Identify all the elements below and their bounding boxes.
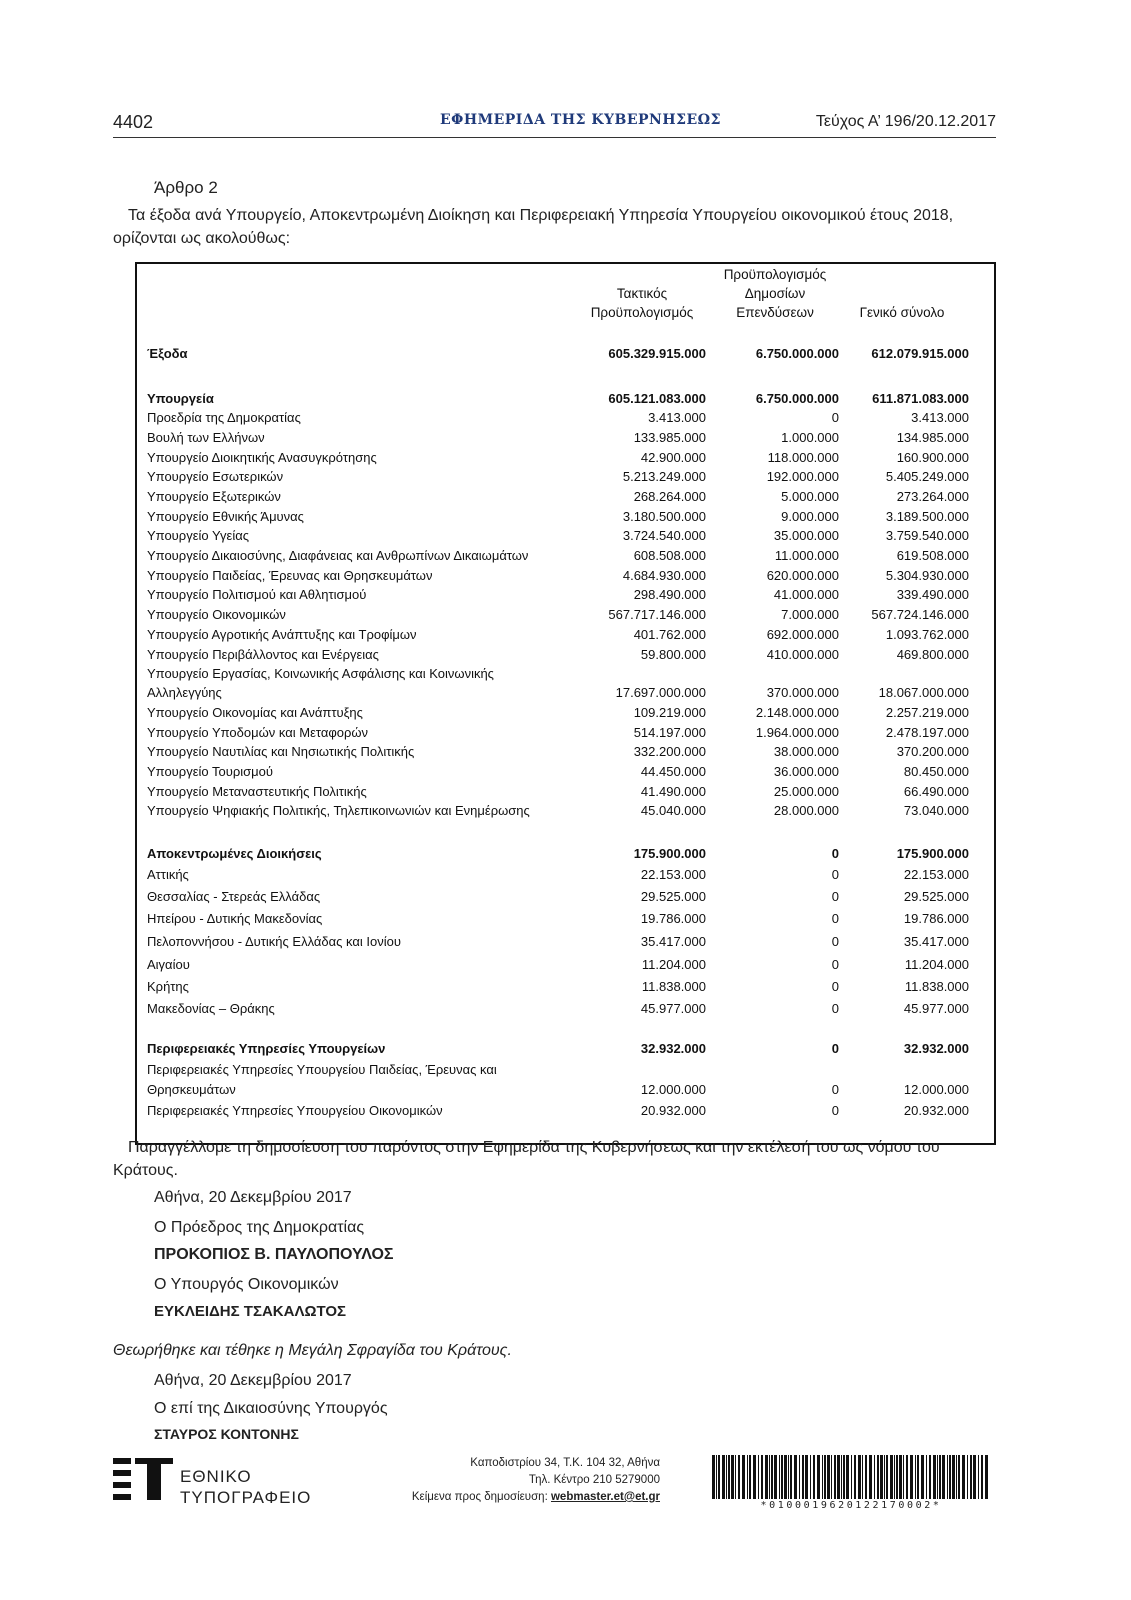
barcode-bar [894, 1455, 895, 1499]
row-investment-budget: 38.000.000 [773, 744, 839, 759]
row-total: 469.800.000 [896, 647, 969, 662]
row-label: Κρήτης [147, 979, 189, 994]
row-regular-budget: 175.900.000 [633, 846, 706, 861]
row-investment-budget: 620.000.000 [766, 568, 839, 583]
row-total: 32.932.000 [903, 1041, 969, 1056]
row-label: Προεδρία της Δημοκρατίας [147, 410, 301, 425]
row-regular-budget: 3.180.500.000 [622, 509, 706, 524]
row-regular-budget: 45.040.000 [640, 803, 706, 818]
row-total: 35.417.000 [903, 934, 969, 949]
row-total: 18.067.000.000 [878, 685, 969, 700]
row-label: Μακεδονίας – Θράκης [147, 1001, 275, 1016]
row-label: Θρησκευμάτων [147, 1082, 236, 1097]
barcode-bar [731, 1455, 734, 1499]
row-regular-budget: 11.838.000 [641, 979, 706, 994]
table-row [137, 489, 994, 508]
row-label: Αλληλεγγύης [147, 685, 222, 700]
barcode-bar [765, 1455, 768, 1499]
col-header-regular-line1: Τακτικός [616, 286, 668, 301]
barcode-bar [929, 1455, 931, 1499]
barcode-bar [788, 1455, 789, 1499]
row-label: Υπουργείο Πολιτισμού και Αθλητισμού [147, 587, 367, 602]
barcode-bar [799, 1455, 800, 1499]
barcode-bar [843, 1455, 845, 1499]
table-row [137, 846, 994, 865]
barcode-bar [794, 1455, 797, 1499]
row-regular-budget: 41.490.000 [640, 784, 706, 799]
barcode-bar [896, 1455, 898, 1499]
page-number: 4402 [113, 112, 154, 132]
row-total: 134.985.000 [896, 430, 969, 445]
barcode-bar [869, 1455, 872, 1499]
table-row [137, 430, 994, 449]
row-label: Υπουργείο Υποδομών και Μεταφορών [147, 725, 369, 740]
barcode-bar [973, 1455, 976, 1499]
barcode-bar [827, 1455, 830, 1499]
row-regular-budget: 605.121.083.000 [608, 391, 706, 406]
budget-table [135, 262, 996, 1145]
barcode-bar [874, 1455, 875, 1499]
row-investment-budget: 0 [831, 957, 839, 972]
barcode-bar [790, 1455, 792, 1499]
row-label: Υπουργείο Τουρισμού [147, 764, 273, 779]
et-logo-text [180, 1466, 311, 1508]
row-regular-budget: 19.786.000 [640, 911, 706, 926]
row-investment-budget: 0 [831, 410, 839, 425]
barcode-bar [753, 1455, 756, 1499]
barcode-bar [726, 1455, 727, 1499]
et-logo-icon [113, 1456, 175, 1502]
barcode-bar [933, 1455, 936, 1499]
col-header-investment-line1: Προϋπολογισμός [723, 267, 827, 282]
row-regular-budget: 17.697.000.000 [615, 685, 706, 700]
row-regular-budget: 42.900.000 [640, 450, 706, 465]
row-investment-budget: 0 [831, 889, 839, 904]
row-investment-budget: 0 [831, 1082, 839, 1097]
table-row [137, 509, 994, 528]
barcode-bar [906, 1455, 908, 1499]
table-row [137, 469, 994, 488]
row-label: Περιφερειακές Υπηρεσίες Υπουργείου Παιδείας, Έρευνας και [147, 1062, 497, 1077]
barcode-bar [886, 1455, 888, 1499]
row-total: 66.490.000 [903, 784, 969, 799]
barcode-bar [774, 1455, 777, 1499]
row-total: 29.525.000 [903, 889, 969, 904]
barcode-bar [841, 1455, 842, 1499]
barcode-bar [784, 1455, 787, 1499]
row-label: Έξοδα [147, 346, 188, 361]
table-row [137, 764, 994, 783]
gazette-title: ΕΦΗΜΕΡΙΔΑ ΤΗΣ ΚΥΒΕΡΝΗΣΕΩΣ [440, 112, 722, 128]
table-row [137, 450, 994, 469]
row-investment-budget: 692.000.000 [766, 627, 839, 642]
col-header-total [842, 303, 962, 322]
barcode-bar [937, 1455, 938, 1499]
president-name: ΠΡΟΚΟΠΙΟΣ Β. ΠΑΥΛΟΠΟΥΛΟΣ [154, 1246, 394, 1263]
row-total: 2.478.197.000 [885, 725, 969, 740]
row-regular-budget: 268.264.000 [633, 489, 706, 504]
row-regular-budget: 567.717.146.000 [608, 607, 706, 622]
row-label: Υπουργείο Μεταναστευτικής Πολιτικής [147, 784, 367, 799]
row-investment-budget: 0 [831, 1103, 839, 1118]
issue-number: Τεύχος Α’ 196/20.12.2017 [815, 113, 996, 130]
barcode-bar [779, 1455, 780, 1499]
barcode-bar [880, 1455, 883, 1499]
row-total: 619.508.000 [896, 548, 969, 563]
table-row [137, 666, 994, 685]
row-regular-budget: 401.762.000 [633, 627, 706, 642]
row-regular-budget: 514.197.000 [633, 725, 706, 740]
barcode-bar [854, 1455, 856, 1499]
col-header-investment-line2: Δημοσίων [744, 286, 806, 301]
row-total: 3.759.540.000 [885, 528, 969, 543]
row-label: Υπουργείο Διοικητικής Ανασυγκρότησης [147, 450, 377, 465]
row-regular-budget: 22.153.000 [640, 867, 706, 882]
logo-line2: ΤΥΠΟΓΡΑΦΕΙΟ [180, 1488, 312, 1507]
row-total: 175.900.000 [896, 846, 969, 861]
barcode-bar [910, 1455, 913, 1499]
row-total: 19.786.000 [903, 911, 969, 926]
row-investment-budget: 35.000.000 [773, 528, 839, 543]
table-row [137, 587, 994, 606]
barcode-bar [834, 1455, 836, 1499]
address-line: Καποδιστρίου 34, Τ.Κ. 104 32, Αθήνα [470, 1457, 660, 1469]
barcode-bar [890, 1455, 893, 1499]
row-total: 45.977.000 [903, 1001, 969, 1016]
barcode-bar [970, 1455, 972, 1499]
barcode [712, 1455, 990, 1499]
table-row [137, 705, 994, 724]
barcode-bar [761, 1455, 763, 1499]
table-row [137, 1103, 994, 1122]
row-total: 73.040.000 [903, 803, 969, 818]
barcode-bar [865, 1455, 867, 1499]
table-row [137, 1041, 994, 1060]
row-regular-budget: 5.213.249.000 [622, 469, 706, 484]
phone-line: Τηλ. Κέντρο 210 5279000 [528, 1474, 660, 1486]
barcode-bar [747, 1455, 748, 1499]
row-total: 2.257.219.000 [885, 705, 969, 720]
col-header-investment [710, 265, 840, 322]
row-total: 273.264.000 [896, 489, 969, 504]
table-row [137, 911, 994, 930]
row-total: 11.838.000 [904, 979, 969, 994]
barcode-bar [915, 1455, 916, 1499]
row-regular-budget: 605.329.915.000 [608, 346, 706, 361]
barcode-bar [921, 1455, 924, 1499]
barcode-bar [949, 1455, 951, 1499]
barcode-bar [771, 1455, 773, 1499]
table-row [137, 410, 994, 429]
barcode-bar [722, 1455, 725, 1499]
justice-minister-title: Ο επί της Δικαιοσύνης Υπουργός [154, 1400, 388, 1417]
table-row [137, 1062, 994, 1081]
row-label: Υπουργείο Εθνικής Άμυνας [147, 509, 304, 524]
row-total: 567.724.146.000 [871, 607, 969, 622]
barcode-bar [749, 1455, 751, 1499]
row-investment-budget: 11.000.000 [774, 548, 839, 563]
col-header-total-line1: Γενικό σύνολο [859, 305, 945, 320]
col-header-regular-line2: Προϋπολογισμός [590, 305, 694, 320]
barcode-bar [758, 1455, 759, 1499]
barcode-bar [939, 1455, 941, 1499]
row-regular-budget: 133.985.000 [633, 430, 706, 445]
row-label: Αποκεντρωμένες Διοικήσεις [147, 846, 322, 861]
table-row [137, 867, 994, 886]
row-total: 12.000.000 [903, 1082, 969, 1097]
header-rule [113, 137, 996, 138]
row-regular-budget: 12.000.000 [640, 1082, 706, 1097]
barcode-bar [884, 1455, 885, 1499]
row-investment-budget: 7.000.000 [781, 607, 839, 622]
row-regular-budget: 4.684.930.000 [622, 568, 706, 583]
row-regular-budget: 332.200.000 [633, 744, 706, 759]
row-total: 3.413.000 [911, 410, 969, 425]
row-investment-budget: 0 [831, 846, 839, 861]
row-label: Υπουργείο Οικονομικών [147, 607, 286, 622]
table-row [137, 548, 994, 567]
row-label: Υπουργείο Δικαιοσύνης, Διαφάνειας και Ανθρωπίνων Δικαιωμάτων [147, 548, 529, 563]
table-row [137, 934, 994, 953]
barcode-bar [742, 1455, 745, 1499]
row-total: 370.200.000 [896, 744, 969, 759]
barcode-bar [958, 1455, 960, 1499]
barcode-bar [858, 1455, 861, 1499]
row-label: Υπουργείο Εξωτερικών [147, 489, 281, 504]
row-label: Υπουργείο Αγροτικής Ανάπτυξης και Τροφίμων [147, 627, 417, 642]
row-label: Υπουργείο Ναυτιλίας και Νησιωτικής Πολιτικής [147, 744, 415, 759]
place-date: Αθήνα, 20 Δεκεμβρίου 2017 [154, 1189, 352, 1206]
row-regular-budget: 32.932.000 [640, 1041, 706, 1056]
barcode-bar [716, 1455, 717, 1499]
row-label: Υπουργείο Εργασίας, Κοινωνικής Ασφάλισης και Κοινωνικής [147, 666, 494, 681]
row-label: Υπουργείο Παιδείας, Έρευνας και Θρησκευμάτων [147, 568, 433, 583]
row-investment-budget: 5.000.000 [781, 489, 839, 504]
table-row [137, 957, 994, 976]
row-label: Υπουργεία [147, 391, 214, 406]
barcode-bar [781, 1455, 783, 1499]
row-investment-budget: 0 [831, 934, 839, 949]
row-investment-budget: 0 [831, 867, 839, 882]
row-regular-budget: 3.724.540.000 [622, 528, 706, 543]
email-link[interactable]: webmaster.et@et.gr [550, 1491, 660, 1503]
row-investment-budget: 6.750.000.000 [755, 346, 839, 361]
row-investment-budget: 0 [831, 911, 839, 926]
article-intro: Τα έξοδα ανά Υπουργείο, Αποκεντρωμένη Διοίκηση και Περιφερειακή Υπηρεσία Υπουργείου οικονομικού έτους 2018, ορίζονται ως ακολούθως: [113, 207, 954, 247]
row-label: Αιγαίου [147, 957, 190, 972]
row-total: 1.093.762.000 [885, 627, 969, 642]
barcode-bar [862, 1455, 863, 1499]
row-regular-budget: 3.413.000 [648, 410, 706, 425]
row-investment-budget: 6.750.000.000 [755, 391, 839, 406]
row-total: 5.405.249.000 [885, 469, 969, 484]
barcode-bar [817, 1455, 820, 1499]
row-label: Περιφερειακές Υπηρεσίες Υπουργείου Οικονομικών [147, 1103, 443, 1118]
barcode-bar [917, 1455, 919, 1499]
row-investment-budget: 25.000.000 [773, 784, 839, 799]
table-row [137, 979, 994, 998]
row-investment-budget: 2.148.000.000 [755, 705, 839, 720]
table-row [137, 1001, 994, 1020]
row-label: Ηπείρου - Δυτικής Μακεδονίας [147, 911, 323, 926]
row-regular-budget: 11.204.000 [641, 957, 706, 972]
row-investment-budget: 36.000.000 [773, 764, 839, 779]
row-investment-budget: 9.000.000 [781, 509, 839, 524]
row-investment-budget: 28.000.000 [773, 803, 839, 818]
barcode-bar [769, 1455, 770, 1499]
minister-title: Ο Υπουργός Οικονομικών [154, 1276, 339, 1293]
row-label: Πελοποννήσου - Δυτικής Ελλάδας και Ιονίου [147, 934, 401, 949]
table-row [137, 647, 994, 666]
barcode-bar [903, 1455, 904, 1499]
row-investment-budget: 41.000.000 [773, 587, 839, 602]
row-investment-budget: 192.000.000 [766, 469, 839, 484]
barcode-bar [805, 1455, 808, 1499]
barcode-bar [728, 1455, 730, 1499]
row-investment-budget: 0 [831, 1001, 839, 1016]
table-row [137, 346, 994, 365]
barcode-bar [837, 1455, 840, 1499]
row-label: Περιφερειακές Υπηρεσίες Υπουργείων [147, 1041, 386, 1056]
row-regular-budget: 59.800.000 [640, 647, 706, 662]
barcode-bar [822, 1455, 823, 1499]
barcode-bar [813, 1455, 815, 1499]
barcode-bar [831, 1455, 832, 1499]
row-regular-budget: 44.450.000 [640, 764, 706, 779]
row-total: 22.153.000 [903, 867, 969, 882]
barcode-digits: *0100019620122170002* [760, 1500, 942, 1511]
row-investment-budget: 1.000.000 [781, 430, 839, 445]
place-date-2: Αθήνα, 20 Δεκεμβρίου 2017 [154, 1372, 352, 1389]
barcode-bar [926, 1455, 927, 1499]
row-regular-budget: 35.417.000 [640, 934, 706, 949]
barcode-bar [942, 1455, 945, 1499]
row-label: Υπουργείο Εσωτερικών [147, 469, 284, 484]
table-row [137, 607, 994, 626]
barcode-bar [851, 1455, 852, 1499]
barcode-bar [978, 1455, 979, 1499]
barcode-bar [981, 1455, 983, 1499]
barcode-bar [952, 1455, 955, 1499]
barcode-bar [846, 1455, 849, 1499]
row-label: Βουλή των Ελλήνων [147, 430, 265, 445]
table-row [137, 803, 994, 822]
row-total: 611.871.083.000 [872, 391, 969, 406]
row-total: 20.932.000 [903, 1103, 969, 1118]
email-line [380, 1489, 660, 1506]
article-title: Άρθρο 2 [154, 178, 218, 197]
barcode-bar [877, 1455, 879, 1499]
barcode-bar [802, 1455, 804, 1499]
president-title: Ο Πρόεδρος της Δημοκρατίας [154, 1219, 365, 1236]
row-investment-budget: 410.000.000 [766, 647, 839, 662]
closing-text: Παραγγέλλομε τη δημοσίευση του παρόντος στην Εφημερίδα της Κυβερνήσεως και την εκτέλεσή του ως νόμου του Κράτους. [113, 1139, 940, 1179]
col-header-regular [577, 284, 707, 322]
row-total: 5.304.930.000 [885, 568, 969, 583]
row-label: Υπουργείο Υγείας [147, 528, 249, 543]
table-row [137, 528, 994, 547]
table-row [137, 1082, 994, 1101]
barcode-bar [967, 1455, 968, 1499]
minister-name: ΕΥΚΛΕΙΔΗΣ ΤΣΑΚΑΛΩΤΟΣ [154, 1303, 347, 1320]
row-label: Υπουργείο Ψηφιακής Πολιτικής, Τηλεπικοινωνιών και Ενημέρωσης [147, 803, 530, 818]
row-label: Υπουργείο Περιβάλλοντος και Ενέργειας [147, 647, 379, 662]
row-total: 339.490.000 [896, 587, 969, 602]
barcode-bar [899, 1455, 902, 1499]
table-row [137, 685, 994, 704]
barcode-bar [738, 1455, 740, 1499]
barcode-bar [947, 1455, 948, 1499]
row-investment-budget: 370.000.000 [766, 685, 839, 700]
table-row [137, 889, 994, 908]
row-investment-budget: 0 [831, 979, 839, 994]
table-row [137, 627, 994, 646]
barcode-bar [718, 1455, 720, 1499]
row-investment-budget: 0 [831, 1041, 839, 1056]
col-header-investment-line3: Επενδύσεων [736, 305, 814, 320]
barcode-bar [956, 1455, 957, 1499]
table-row [137, 391, 994, 410]
row-label: Υπουργείο Οικονομίας και Ανάπτυξης [147, 705, 363, 720]
row-regular-budget: 20.932.000 [640, 1103, 706, 1118]
row-total: 3.189.500.000 [885, 509, 969, 524]
row-regular-budget: 45.977.000 [640, 1001, 706, 1016]
barcode-bar [810, 1455, 811, 1499]
seal-statement: Θεωρήθηκε και τέθηκε η Μεγάλη Σφραγίδα του Κράτους. [113, 1342, 512, 1359]
table-row [137, 744, 994, 763]
row-regular-budget: 109.219.000 [633, 705, 706, 720]
barcode-bar [985, 1455, 988, 1499]
row-total: 612.079.915.000 [871, 346, 969, 361]
row-label: Αττικής [147, 867, 189, 882]
row-investment-budget: 118.000.000 [767, 450, 839, 465]
barcode-bar [962, 1455, 965, 1499]
row-label: Θεσσαλίας - Στερεάς Ελλάδας [147, 889, 321, 904]
row-regular-budget: 298.490.000 [633, 587, 706, 602]
row-total: 80.450.000 [903, 764, 969, 779]
row-total: 11.204.000 [904, 957, 969, 972]
table-row [137, 568, 994, 587]
barcode-bar [712, 1455, 715, 1499]
barcode-bar [824, 1455, 826, 1499]
row-investment-budget: 1.964.000.000 [755, 725, 839, 740]
justice-minister-name: ΣΤΑΥΡΟΣ ΚΟΝΤΟΝΗΣ [154, 1426, 299, 1442]
row-regular-budget: 608.508.000 [633, 548, 706, 563]
barcode-bar [735, 1455, 736, 1499]
row-regular-budget: 29.525.000 [640, 889, 706, 904]
email-label: Κείμενα προς δημοσίευση: [411, 1491, 548, 1503]
row-total: 160.900.000 [896, 450, 969, 465]
table-row [137, 784, 994, 803]
table-row [137, 725, 994, 744]
logo-line1: ΕΘΝΙΚΟ [180, 1467, 252, 1486]
footer-address [380, 1455, 660, 1506]
